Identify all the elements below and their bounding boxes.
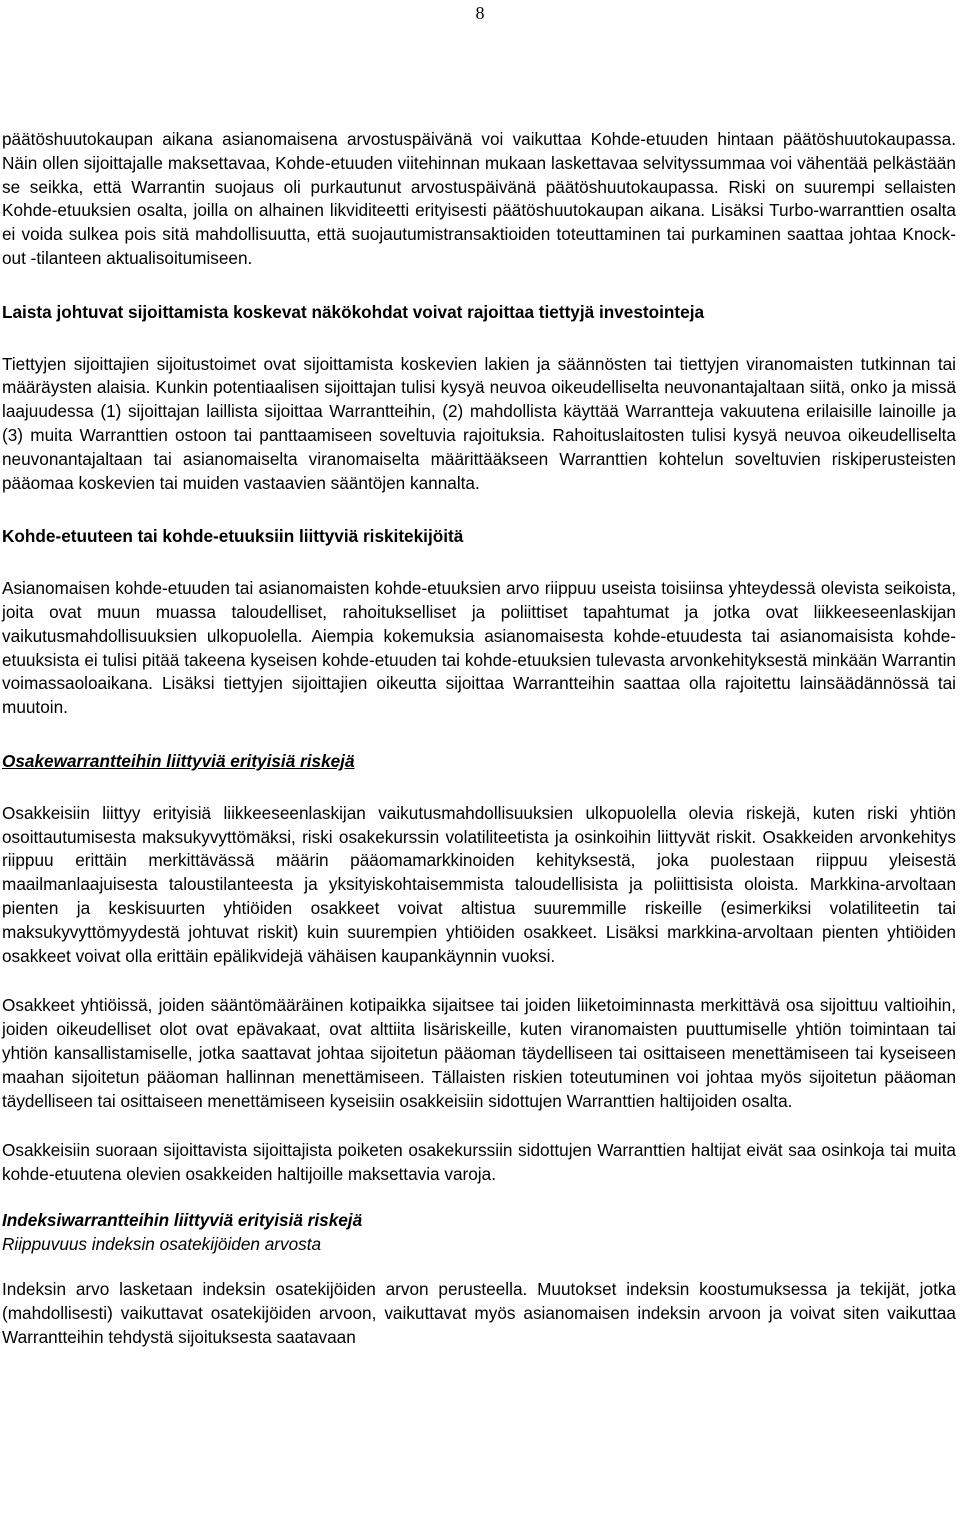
heading-legal-investment-considerations: Laista johtuvat sijoittamista koskevat näkökohdat voivat rajoittaa tiettyjä investointeja bbox=[2, 301, 705, 322]
page-number: 8 bbox=[475, 3, 485, 23]
paragraph-share-risks: Osakkeisiin liittyy erityisiä liikkeeseenlaskijan vaikutusmahdollisuuksien ulkopuolella olevia riskejä, kuten riski yhtiön osoittautumisesta maksukyvyttömäksi, riski osakekurssin volatiliteetista ja osinkoihin liittyvät riskit. Osakkeiden arvonkehitys riippuu erittäin merkittävässä määrin pääomamarkkinoiden kehityksestä, joka puolestaan riippuu yleisestä maailmanlaajuisesta taloustilanteesta ja yksityiskohtaisemmista taloudellisista ja poliittisista oloista. Markkina-arvoltaan pienten ja keskisuurten yhtiöiden osakkeet voivat altistua suuremmille riskeille (esimerkiksi volatiliteetin tai maksukyvyttömyydestä johtuvat riskit) kuin suurempien yhtiöiden osakkeet. Lisäksi markkina-arvoltaan pienten yhtiöiden osakkeet voivat olla erittäin epälikvidejä vähäisen kaupankäynnin vuoksi. bbox=[2, 802, 956, 966]
heading-share-warrant-risks: Osakewarrantteihin liittyviä erityisiä riskejä bbox=[2, 750, 355, 771]
paragraph-settlement-risk: päätöshuutokaupan aikana asianomaisena arvostuspäivänä voi vaikuttaa Kohde-etuuden hintaan päätöshuutokaupassa. Näin ollen sijoittajalle maksettavaa, Kohde-etuuden viitehinnan mukaan laskettavaa selvityssummaa voi vähentää pelkästään se seikka, että Warrantin suojaus oli purkautunut arvostuspäivänä päätöshuutokaupassa. Riski on suurempi sellaisten Kohde-etuuksien osalta, joilla on alhainen likviditeetti erityisesti päätöshuutokaupan aikana. Lisäksi Turbo-warranttien osalta ei voida sulkea pois sitä mahdollisuutta, että suojautumistransaktioiden toteuttaminen tai purkaminen saattaa johtaa Knock-out -tilanteen aktualisoitumiseen. bbox=[2, 129, 956, 268]
subheading-index-components: Riippuvuus indeksin osatekijöiden arvosta bbox=[2, 1233, 322, 1254]
paragraph-underlying-value: Asianomaisen kohde-etuuden tai asianomaisten kohde-etuuksien arvo riippuu useista toisiinsa yhteydessä olevista seikoista, joita ovat muun muassa taloudelliset, rahoitukselliset ja poliittiset tapahtumat ja jotka ovat liikkeeseenlaskijan vaikutusmahdollisuuksien ulkopuolella. Aiempia kokemuksia asianomaisesta kohde-etuudesta tai asianomaisista kohde-etuuksista ei tulisi pitää takeena kyseisen kohde-etuuden tai kohde-etuuksien tulevasta arvonkehityksestä minkään Warrantin voimassaoloaikana. Lisäksi tiettyjen sijoittajien oikeutta sijoittaa Warrantteihin saattaa olla rajoitettu lainsäädännössä tai muutoin. bbox=[2, 578, 956, 718]
paragraph-legal-investment: Tiettyjen sijoittajien sijoitustoimet ovat sijoittamista koskevien lakien ja säännösten tai tiettyjen viranomaisten tutkinnan tai määräysten alaisia. Kunkin potentiaalisen sijoittajan tulisi kysyä neuvoa oikeudelliselta neuvonantajaltaan siitä, onko ja missä laajuudessa (1) sijoittajan laillista sijoittaa Warrantteihin, (2) mahdollista käyttää Warrantteja vakuutena erilaisille lainoille ja (3) muita Warranttien ostoon tai panttaamiseen soveltuvia rajoituksia. Rahoituslaitosten tulisi kysyä neuvoa oikeudelliselta neuvonantajaltaan tai asianomaiselta viranomaiselta määrittääkseen Warranttien kohtelun soveltuvien riskiperusteisten pääomaa koskevien tai muiden vastaavien sääntöjen kannalta. bbox=[2, 353, 956, 493]
paragraph-no-dividends: Osakkeisiin suoraan sijoittavista sijoittajista poiketen osakekurssiin sidottujen Warranttien haltijat eivät saa osinkoja tai muita kohde-etuutena olevien osakkeiden haltijoille maksettavia varoja. bbox=[2, 1140, 956, 1185]
paragraph-index-value: Indeksin arvo lasketaan indeksin osatekijöiden arvon perusteella. Muutokset indeksin koostumuksessa ja tekijät, jotka (mahdollisesti) vaikuttavat osatekijöiden arvoon, vaikuttavat myös asianomaisen indeksin arvoon ja voivat siten vaikuttaa Warrantteihin tehdystä sijoituksesta saatavaan bbox=[2, 1279, 956, 1348]
heading-index-warrant-risks: Indeksiwarrantteihin liittyviä erityisiä riskejä bbox=[2, 1209, 363, 1230]
heading-underlying-risk-factors: Kohde-etuuteen tai kohde-etuuksiin liittyviä riskitekijöitä bbox=[2, 526, 464, 547]
paragraph-unstable-jurisdictions: Osakkeet yhtiöissä, joiden sääntömääräinen kotipaikka sijaitsee tai joiden liiketoiminnasta merkittävä osa sijoittuu valtioihin, joiden oikeudelliset olot ovat epävakaat, ovat alttiita lisäriskeille, kuten viranomaisten puuttumiselle yhtiön toimintaan tai yhtiön kansallistamiselle, jotka saattavat johtaa sijoitetun pääoman täydelliseen tai osittaiseen menettämiseen tai kyseiseen maahan sijoitetun pääoman hallinnan menettämiseen. Tällaisten riskien toteutuminen voi johtaa myös sijoitetun pääoman täydelliseen tai osittaiseen menettämiseen kyseisiin osakkeisiin sidottujen Warranttien haltijoiden osalta. bbox=[2, 995, 956, 1111]
document-body bbox=[2, 128, 956, 1350]
